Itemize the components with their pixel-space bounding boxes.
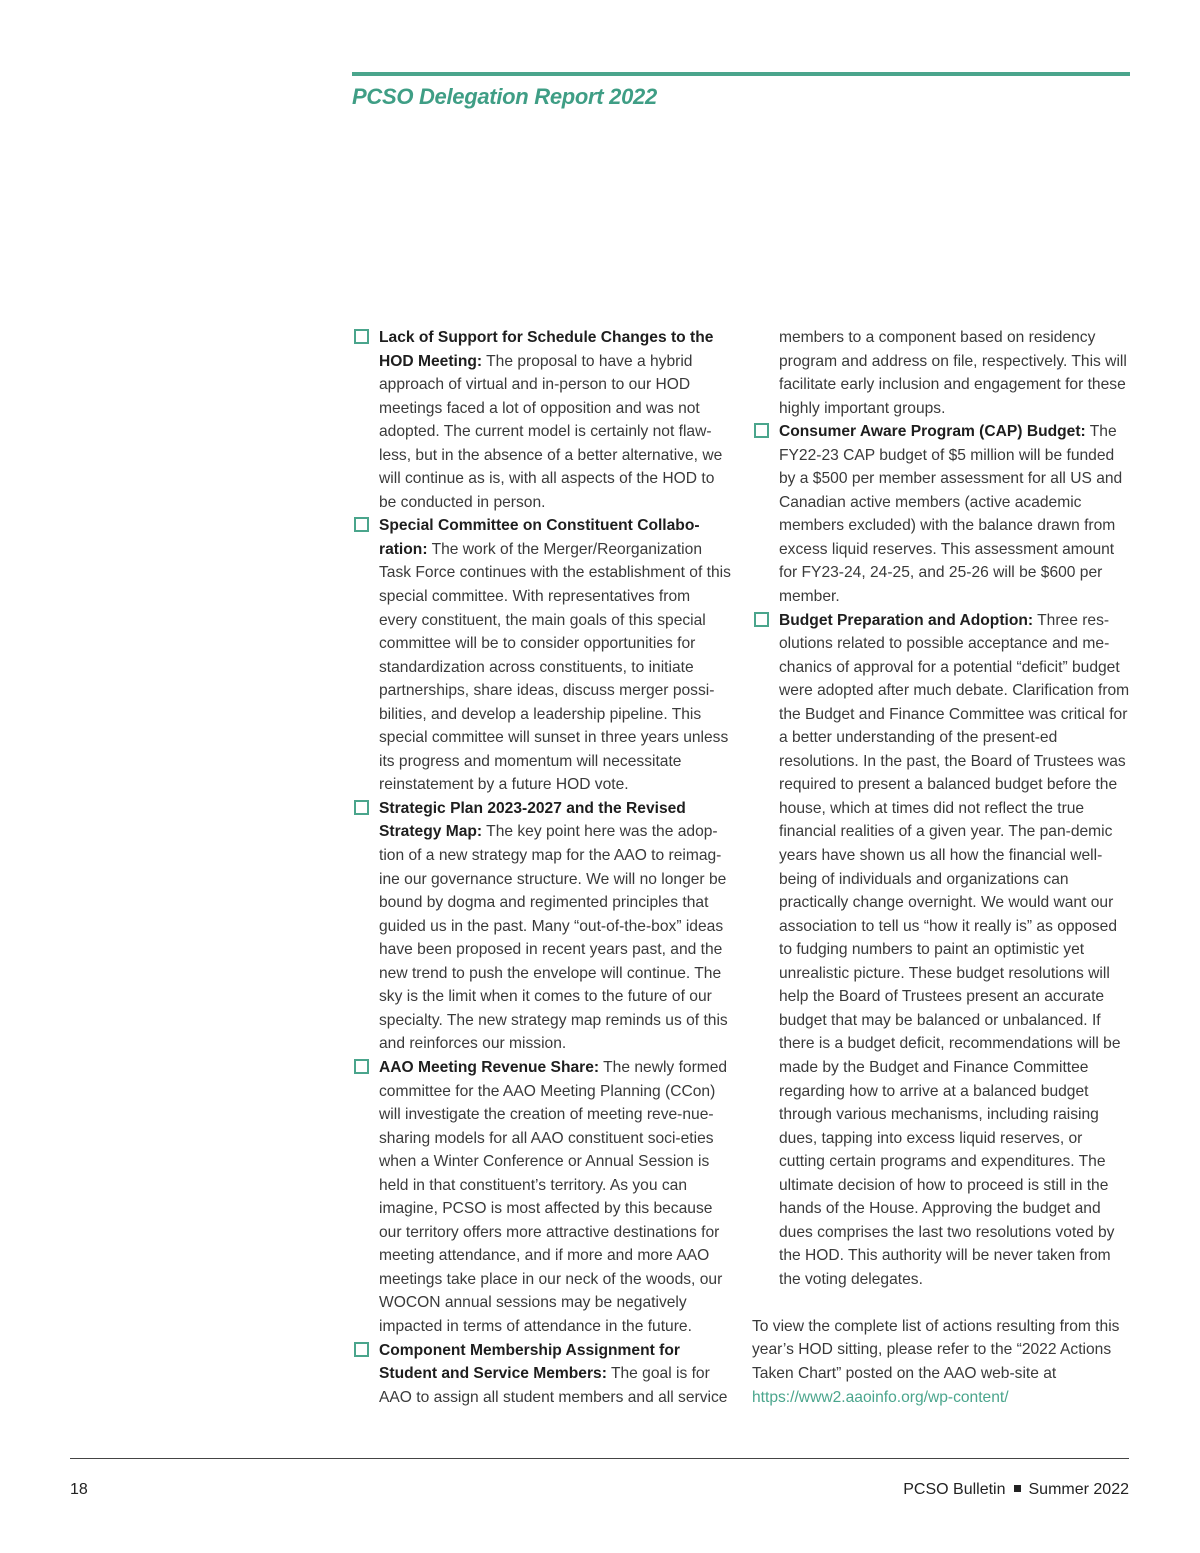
checkbox-icon bbox=[354, 1059, 369, 1074]
item-body: The FY22-23 CAP budget of $5 million will be funded by a $500 per member assessment for all US and Canadian active members (active academic members excluded) with the balance drawn from excess liquid reserves. This assessment amount for FY23-24, 24-25, and 25-26 will be $600 per member. bbox=[779, 423, 1123, 606]
closing-text: To view the complete list of actions resulting from this year’s HOD sitting, please refer to the “2022 Actions Taken Chart” posted on the AAO web-site at bbox=[752, 1317, 1120, 1383]
right-column bbox=[752, 326, 1132, 1409]
list-item bbox=[352, 514, 732, 797]
issue-label: Summer 2022 bbox=[1028, 1481, 1129, 1498]
list-item bbox=[752, 609, 1132, 1292]
publication-name: PCSO Bulletin bbox=[903, 1481, 1006, 1498]
list-item bbox=[352, 326, 732, 514]
checkbox-icon bbox=[354, 1342, 369, 1357]
square-separator-icon bbox=[1014, 1485, 1021, 1492]
item-body: The goal is for AAO to assign all student members and all service bbox=[379, 1365, 728, 1406]
item-title: Special Committee on Constituent Collabo-ration: bbox=[379, 517, 700, 558]
list-item bbox=[352, 1339, 732, 1410]
item-body: The newly formed committee for the AAO Meeting Planning (CCon) will investigate the creation of meeting reve-nue-sharing models for all AAO constituent soci-eties when a Winter Conference or Annual Session is held in that constituent’s territory. As you can imagine, PCSO is most affected by this because our territory offers more attractive destinations for meeting attendance, and if more and more AAO meetings take place in our neck of the woods, our WOCON annual sessions may be negatively impacted in terms of attendance in the future. bbox=[379, 1058, 728, 1335]
header-rule bbox=[352, 72, 1130, 76]
page-header-title: PCSO Delegation Report 2022 bbox=[352, 84, 657, 109]
checkbox-icon bbox=[354, 517, 369, 532]
checkbox-icon bbox=[354, 329, 369, 344]
footer-rule bbox=[70, 1458, 1129, 1459]
list-item bbox=[352, 1056, 732, 1339]
aao-website-link[interactable]: https://www2.aaoinfo.org/wp-content/ bbox=[752, 1388, 1009, 1406]
item-body: The proposal to have a hybrid approach of virtual and in-person to our HOD meetings faced a lot of opposition and was not adopted. The current model is certainly not flaw-less, but in the absence of a better alternative, we will continue as is, with all aspects of the HOD to be conducted in person. bbox=[379, 352, 723, 511]
closing-paragraph bbox=[752, 1315, 1132, 1409]
list-item bbox=[752, 420, 1132, 608]
item-title: Consumer Aware Program (CAP) Budget: bbox=[779, 423, 1086, 441]
item-title: Budget Preparation and Adoption: bbox=[779, 611, 1034, 629]
item-title: Lack of Support for Schedule Changes to the HOD Meeting: bbox=[379, 329, 714, 370]
item-body: The work of the Merger/Reorganization Task Force continues with the establishment of this special committee. With representatives from every constituent, the main goals of this special committee will be to consider opportunities for standardization across constituents, to initiate partnerships, share ideas, discuss merger possi-bilities, and develop a leadership pipeline. This special committee will sunset in three years unless its progress and momentum will necessitate reinstatement by a future HOD vote. bbox=[379, 540, 731, 794]
item-title: AAO Meeting Revenue Share: bbox=[379, 1058, 600, 1076]
item-body: The key point here was the adop-tion of a new strategy map for the AAO to reimag-ine our governance structure. We will no longer be bound by dogma and regimented principles that guided us in the past. Many “out-of-the-box” ideas have been proposed in recent years past, and the new trend to push the envelope will continue. The sky is the limit when it comes to the future of our specialty. The new strategy map reminds us of this and reinforces our mission. bbox=[379, 823, 728, 1053]
item-title: Component Membership Assignment for Student and Service Members: bbox=[379, 1341, 680, 1383]
left-column bbox=[352, 326, 732, 1409]
list-item bbox=[352, 797, 732, 1056]
item-title: Strategic Plan 2023-2027 and the Revised Strategy Map: bbox=[379, 799, 686, 841]
checkbox-icon bbox=[754, 612, 769, 627]
checkbox-icon bbox=[354, 800, 369, 815]
page-number: 18 bbox=[70, 1481, 88, 1498]
checkbox-icon bbox=[754, 423, 769, 438]
footer-publication bbox=[903, 1481, 1129, 1499]
item-continuation: members to a component based on residency program and address on file, respectively. This will facilitate early inclusion and engagement for these highly important groups. bbox=[779, 329, 1127, 417]
item-body: Three res-olutions related to possible acceptance and me-chanics of approval for a potential “deficit” budget were adopted after much debate. Clarification from the Budget and Finance Committee was critical for a better understanding of the present-ed resolutions. In the past, the Board of Trustees was required to present a balanced budget before the house, which at times did not reflect the true financial realities of a given year. The pan-demic years have shown us all how the financial well-being of individuals and organizations can practically change overnight. We would want our association to tell us “how it really is” as opposed to fudging numbers to paint an optimistic yet unrealistic picture. These budget resolutions will help the Board of Trustees present an accurate budget that may be balanced or unbalanced. If there is a budget deficit, recommendations will be made by the Budget and Finance Committee regarding how to arrive at a balanced budget through various mechanisms, including raising dues, tapping into excess liquid reserves, or cutting certain programs and expenditures. The ultimate decision of how to proceed is still in the hands of the House. Approving the budget and dues comprises the last two resolutions voted by the HOD. This authority will be never taken from the voting delegates. bbox=[779, 611, 1130, 1288]
